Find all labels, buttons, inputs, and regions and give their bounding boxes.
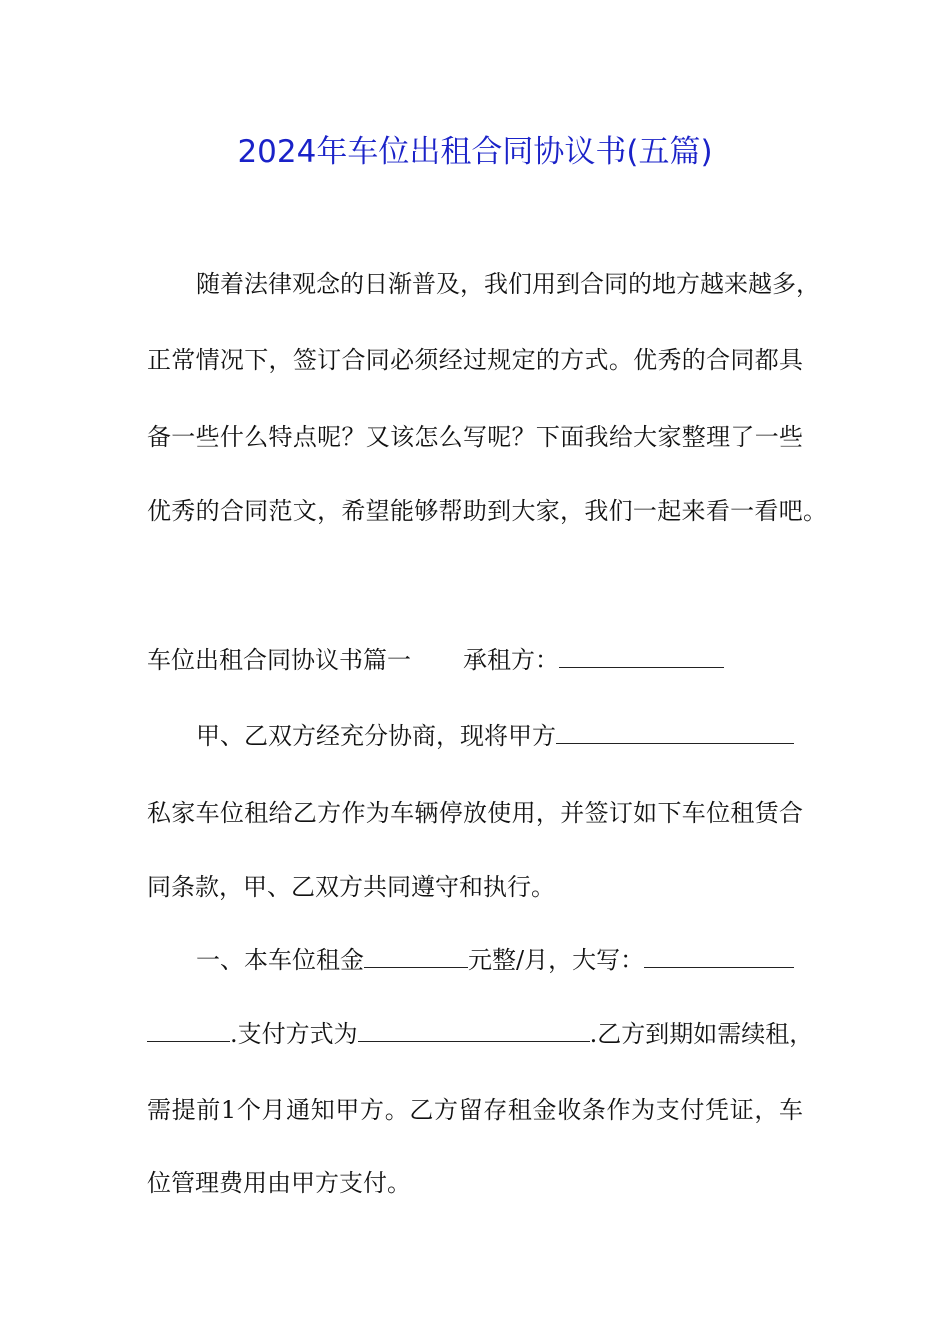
para2-line-2	[147, 1018, 813, 1050]
renewal-text: .乙方到期如需续租，	[589, 1020, 814, 1048]
intro-line-4: 优秀的合同范文，希望能够帮助到大家，我们一起来看一看吧。	[147, 497, 827, 525]
rent-uppercase-label: 元整/月，大写：	[468, 946, 645, 974]
para2-line-3: 需提前1个月通知甲方。乙方留存租金收条作为支付凭证，车	[147, 1096, 803, 1124]
intro-line-1: 随着法律观念的日渐普及，我们用到合同的地方越来越多，	[196, 270, 820, 298]
para2-line-1	[196, 944, 794, 976]
lessee-label: 承租方：	[463, 646, 559, 674]
rent-uppercase-blank-cont	[147, 1019, 230, 1042]
payment-method-blank	[358, 1019, 590, 1042]
party-a-blank	[556, 721, 794, 744]
intro-line-3: 备一些什么特点呢？又该怎么写呢？下面我给大家整理了一些	[147, 423, 803, 451]
para1-line-3: 同条款，甲、乙双方共同遵守和执行。	[147, 873, 555, 901]
rent-label: 一、本车位租金	[196, 946, 364, 974]
para1-line-1	[196, 720, 794, 752]
rent-amount-blank	[364, 945, 468, 968]
payment-method-label: .支付方式为	[230, 1020, 358, 1048]
rent-uppercase-blank	[644, 945, 794, 968]
para2-line-4: 位管理费用由甲方支付。	[147, 1169, 411, 1197]
section-heading-line	[147, 644, 724, 676]
document-title: 2024年车位出租合同协议书(五篇)	[237, 134, 713, 170]
para1-line-2: 私家车位租给乙方作为车辆停放使用，并签订如下车位租赁合	[147, 799, 803, 827]
para1-text: 甲、乙双方经充分协商，现将甲方	[196, 722, 556, 750]
lessee-blank	[559, 645, 724, 668]
intro-line-2: 正常情况下，签订合同必须经过规定的方式。优秀的合同都具	[147, 346, 803, 374]
section-heading: 车位出租合同协议书篇一	[147, 646, 411, 674]
